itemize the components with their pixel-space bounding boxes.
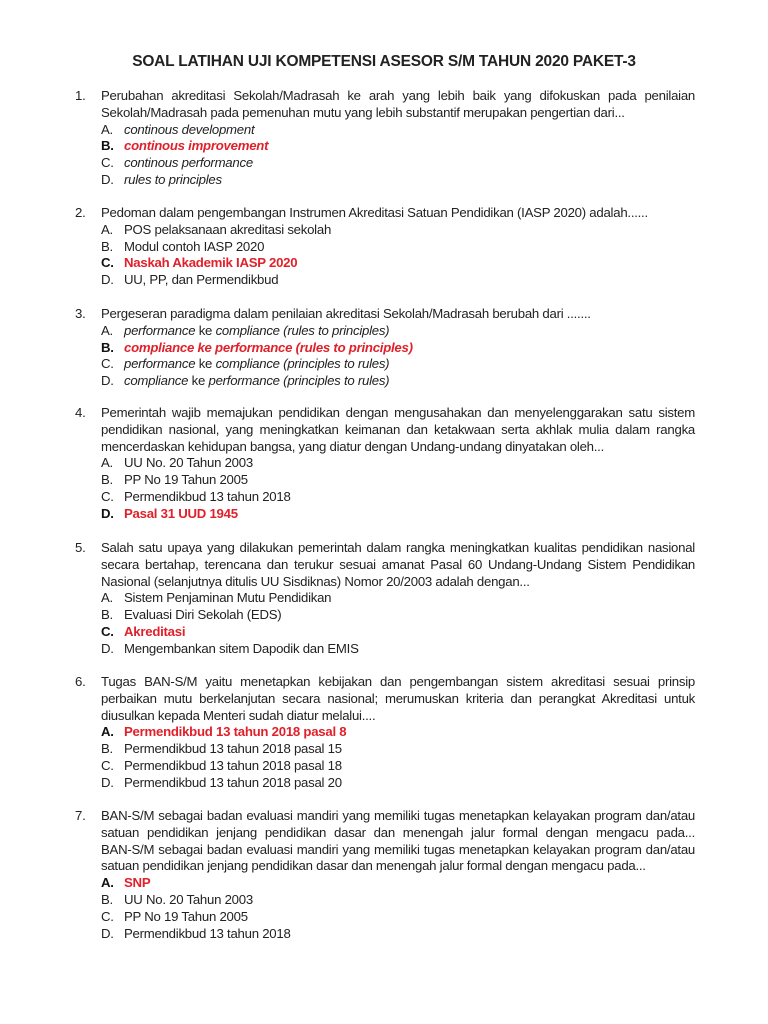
option-text bbox=[124, 272, 278, 289]
option-text-part: UU, PP, dan Permendikbud bbox=[124, 272, 279, 288]
option-letter: A. bbox=[101, 724, 114, 740]
question-text bbox=[101, 306, 695, 323]
option-text-part: compliance (rules to principles) bbox=[215, 322, 390, 338]
option-text bbox=[124, 138, 268, 155]
question-number: 5. bbox=[75, 540, 86, 555]
option-text-part: compliance (principles to rules) bbox=[215, 356, 390, 372]
option-letter: B. bbox=[101, 891, 113, 907]
option bbox=[101, 155, 695, 172]
option-letter: B. bbox=[101, 238, 113, 254]
option bbox=[101, 239, 695, 256]
option bbox=[101, 455, 695, 472]
option-letter: C. bbox=[101, 356, 114, 372]
option bbox=[101, 222, 695, 239]
question-5 bbox=[75, 540, 695, 658]
option-letter: D. bbox=[101, 925, 114, 941]
option-letter: B. bbox=[101, 339, 114, 355]
option-text-part: continous performance bbox=[124, 155, 253, 171]
question-text-line: BAN-S/M sebagai badan evaluasi mandiri yang memiliki tugas menetapkan kelayakan program dan/atau bbox=[101, 841, 695, 857]
option bbox=[101, 775, 695, 792]
option-letter: A. bbox=[101, 121, 113, 137]
option-letter: A. bbox=[101, 455, 113, 471]
answer-option bbox=[101, 255, 695, 272]
option-letter: C. bbox=[101, 488, 114, 504]
question-text-line: mencerdaskan kehidupan bangsa, yang diatur dengan Undang-undang dinyatakan oleh... bbox=[101, 438, 604, 454]
option-letter: A. bbox=[101, 590, 113, 606]
option-text bbox=[124, 356, 389, 373]
question-text bbox=[101, 540, 695, 590]
option-text bbox=[124, 641, 359, 658]
option-text-part: rules to principles bbox=[124, 171, 222, 187]
answer-option bbox=[101, 506, 695, 523]
option-text-part: Naskah Akademik IASP 2020 bbox=[124, 255, 298, 271]
document-title: SOAL LATIHAN UJI KOMPETENSI ASESOR S/M TAHUN 2020 PAKET-3 bbox=[132, 53, 636, 70]
option-text-part: Permendikbud 13 tahun 2018 pasal 15 bbox=[124, 741, 342, 757]
option-text bbox=[124, 607, 281, 624]
question-text-line: Tugas BAN-S/M yaitu menetapkan kebijakan dan pengembangan sistem akreditasi sesuai prinsip bbox=[101, 674, 695, 689]
option-text-part: Mengembankan sitem Dapodik dan EMIS bbox=[124, 640, 359, 656]
option-text bbox=[124, 323, 389, 340]
option-text bbox=[124, 340, 413, 357]
option-text bbox=[124, 758, 342, 775]
option bbox=[101, 909, 695, 926]
option-text-part: performance (principles to rules) bbox=[208, 373, 390, 389]
option bbox=[101, 590, 695, 607]
question-text-line: Nasional (selanjutnya ditulis UU Sisdiknas) Nomor 20/2003 adalah dengan... bbox=[101, 573, 530, 589]
option bbox=[101, 758, 695, 775]
option-text bbox=[124, 489, 291, 506]
option-text bbox=[124, 455, 253, 472]
option-text bbox=[124, 875, 150, 892]
option-letter: C. bbox=[101, 757, 114, 773]
option-text bbox=[124, 926, 291, 943]
option-text bbox=[124, 892, 253, 909]
option bbox=[101, 489, 695, 506]
option-text-part: performance bbox=[124, 356, 196, 372]
answer-option bbox=[101, 624, 695, 641]
option-letter: A. bbox=[101, 875, 114, 891]
option-text-part: ke bbox=[188, 373, 209, 389]
option bbox=[101, 323, 695, 340]
question-text-line: satuan pendidikan jenjang pendidikan dasar dan menengah jalur formal dengan mengacu pada... bbox=[101, 858, 646, 874]
option-letter: B. bbox=[101, 472, 113, 488]
option-letter: D. bbox=[101, 171, 114, 187]
question-text-line: Perubahan akreditasi Sekolah/Madrasah ke arah yang lebih baik yang difokuskan pada penilaian bbox=[101, 88, 695, 103]
option-text bbox=[124, 506, 238, 523]
question-text-line: Pemerintah wajib memajukan pendidikan dengan mengusahakan dan menyelenggarakan satu sistem bbox=[101, 405, 695, 420]
option-text bbox=[124, 239, 264, 256]
option-letter: B. bbox=[101, 741, 113, 757]
option-text bbox=[124, 122, 254, 139]
question-text-line: BAN-S/M sebagai badan evaluasi mandiri yang memiliki tugas menetapkan kelayakan program dan/atau bbox=[101, 808, 695, 823]
option-letter: C. bbox=[101, 155, 114, 171]
question-text-line: secara bertahap, terencana dan terukur sesuai amanat Pasal 60 Undang-Undang Sistem Pendidikan bbox=[101, 556, 695, 572]
option-letter: C. bbox=[101, 255, 114, 271]
answer-option bbox=[101, 340, 695, 357]
option bbox=[101, 741, 695, 758]
option-text-part: Permendikbud 13 tahun 2018 bbox=[124, 925, 291, 941]
option bbox=[101, 356, 695, 373]
option bbox=[101, 926, 695, 943]
option-letter: B. bbox=[101, 138, 114, 154]
option-letter: A. bbox=[101, 322, 113, 338]
question-text-line: diusulkan kepada Menteri sudah diatur melalui.... bbox=[101, 707, 376, 723]
option bbox=[101, 892, 695, 909]
option-text-part: Permendikbud 13 tahun 2018 pasal 20 bbox=[124, 774, 342, 790]
option bbox=[101, 641, 695, 658]
option-letter: B. bbox=[101, 607, 113, 623]
option-text-part: compliance ke performance (rules to principles) bbox=[124, 339, 413, 355]
option bbox=[101, 607, 695, 624]
question-number: 1. bbox=[75, 88, 86, 103]
option-letter: D. bbox=[101, 272, 114, 288]
option bbox=[101, 122, 695, 139]
option-text-part: PP No 19 Tahun 2005 bbox=[124, 472, 248, 488]
option-text-part: Sistem Penjaminan Mutu Pendidikan bbox=[124, 590, 332, 606]
question-number: 4. bbox=[75, 405, 86, 420]
option-letter: D. bbox=[101, 774, 114, 790]
option-letter: D. bbox=[101, 505, 114, 521]
question-number: 2. bbox=[75, 205, 86, 220]
question-6 bbox=[75, 674, 695, 792]
question-text-line: satuan pendidikan jenjang pendidikan dasar dan menengah jalur formal dengan mengacu pada... bbox=[101, 824, 695, 840]
question-text bbox=[101, 808, 695, 875]
option-text-part: continous development bbox=[124, 121, 255, 137]
option-text bbox=[124, 909, 248, 926]
option-text bbox=[124, 590, 331, 607]
option-text-part: Permendikbud 13 tahun 2018 bbox=[124, 488, 291, 504]
option-text-part: ke bbox=[195, 356, 216, 372]
option-letter: D. bbox=[101, 373, 114, 389]
question-number: 3. bbox=[75, 306, 86, 321]
question-text-line: Sekolah/Madrasah pada pemenuhan mutu yang lebih substantif merupakan pengertian dari... bbox=[101, 104, 625, 120]
option-text bbox=[124, 472, 248, 489]
option-text-part: POS pelaksanaan akreditasi sekolah bbox=[124, 221, 332, 237]
option-text-part: Permendikbud 13 tahun 2018 pasal 18 bbox=[124, 757, 342, 773]
question-1 bbox=[75, 88, 695, 189]
question-text-line: Salah satu upaya yang dilakukan pemerintah dalam rangka meningkatkan kualitas pendidikan nasional bbox=[101, 540, 695, 555]
option bbox=[101, 472, 695, 489]
option-text-part: performance bbox=[124, 322, 196, 338]
option-text bbox=[124, 172, 222, 189]
option bbox=[101, 373, 695, 390]
answer-option bbox=[101, 875, 695, 892]
question-number: 7. bbox=[75, 808, 86, 823]
question-2 bbox=[75, 205, 695, 289]
option-text bbox=[124, 155, 253, 172]
question-text bbox=[101, 405, 695, 455]
option-letter: D. bbox=[101, 640, 114, 656]
option-text-part: UU No. 20 Tahun 2003 bbox=[124, 891, 253, 907]
option-text-part: Modul contoh IASP 2020 bbox=[124, 238, 265, 254]
option-text bbox=[124, 624, 185, 641]
option-text-part: ke bbox=[195, 322, 216, 338]
question-text bbox=[101, 205, 695, 222]
question-3 bbox=[75, 306, 695, 390]
option-letter: A. bbox=[101, 221, 113, 237]
option-text-part: Permendikbud 13 tahun 2018 pasal 8 bbox=[124, 724, 347, 740]
option-text bbox=[124, 741, 342, 758]
question-7 bbox=[75, 808, 695, 942]
option-text bbox=[124, 724, 346, 741]
option-text bbox=[124, 222, 331, 239]
option-text bbox=[124, 775, 342, 792]
question-text-line: pendidikan nasional, yang meningkatkan keimanan dan ketakwaan serta akhlak mulia dalam rangka bbox=[101, 421, 695, 437]
option-text-part: continous improvement bbox=[124, 138, 269, 154]
question-text-line: Pergeseran paradigma dalam penilaian akreditasi Sekolah/Madrasah berubah dari ....... bbox=[101, 306, 591, 321]
question-text-line: Pedoman dalam pengembangan Instrumen Akreditasi Satuan Pendidikan (IASP 2020) adalah...... bbox=[101, 205, 648, 220]
option bbox=[101, 272, 695, 289]
question-text-line: perbaikan mutu berkelanjutan secara nasional; merumuskan kriteria dan perangkat Akreditasi untuk bbox=[101, 690, 695, 706]
option-text-part: SNP bbox=[124, 875, 151, 891]
option-text bbox=[124, 255, 297, 272]
answer-option bbox=[101, 724, 695, 741]
question-number: 6. bbox=[75, 674, 86, 689]
option-text-part: compliance bbox=[124, 373, 189, 389]
question-4 bbox=[75, 405, 695, 523]
option-text bbox=[124, 373, 389, 390]
option-text-part: Evaluasi Diri Sekolah (EDS) bbox=[124, 607, 282, 623]
option-text-part: PP No 19 Tahun 2005 bbox=[124, 908, 248, 924]
option bbox=[101, 172, 695, 189]
option-text-part: Pasal 31 UUD 1945 bbox=[124, 505, 238, 521]
question-text bbox=[101, 88, 695, 122]
answer-option bbox=[101, 138, 695, 155]
option-text-part: UU No. 20 Tahun 2003 bbox=[124, 455, 253, 471]
option-text-part: Akreditasi bbox=[124, 623, 186, 639]
question-text bbox=[101, 674, 695, 724]
option-letter: C. bbox=[101, 908, 114, 924]
option-letter: C. bbox=[101, 623, 114, 639]
